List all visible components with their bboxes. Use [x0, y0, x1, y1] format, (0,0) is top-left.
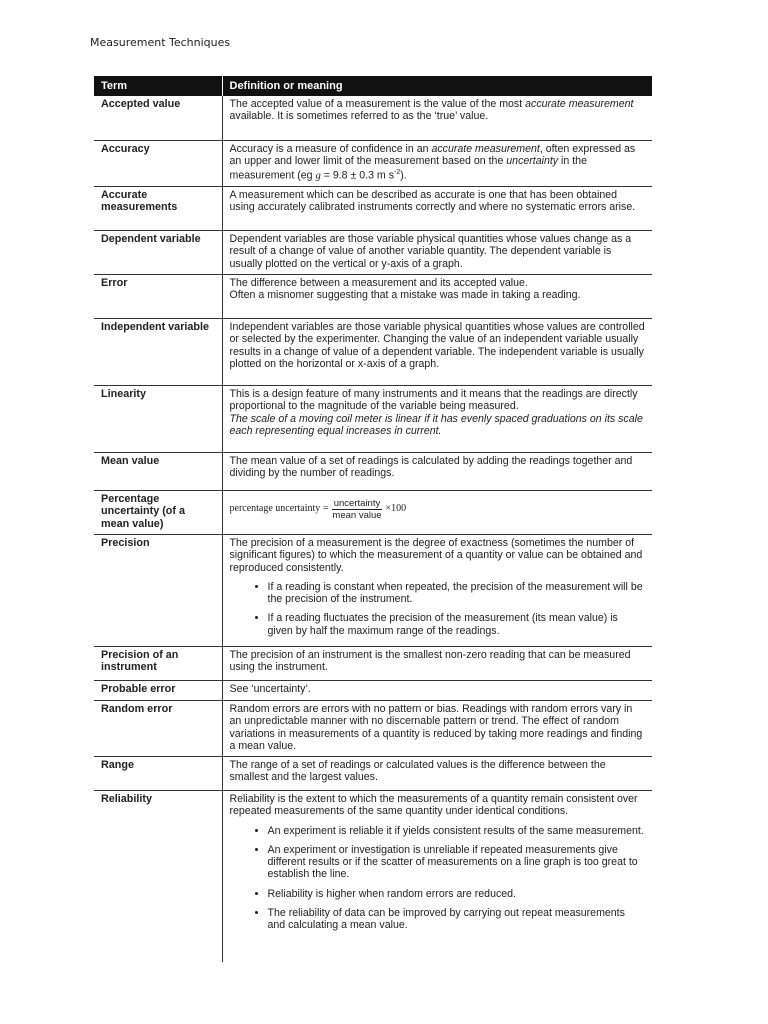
- definition-text: Independent variables are those variable physical quantities whose values are controlled or selected by the experimenter. Changing the value of an independent variable usually results in a change of value of a dependent variable. The independent variable is usually plotted on the horizontal or x-axis of a graph.: [229, 320, 645, 370]
- table-header: [94, 76, 652, 96]
- term-cell: Accurate measurements: [94, 186, 222, 230]
- table-row: [94, 680, 652, 700]
- definition-cell: [222, 385, 652, 452]
- term-cell: Mean value: [94, 452, 222, 490]
- definition-example-text: The scale of a moving coil meter is linear if it has evenly spaced graduations on its scale each representing equal increases in current.: [229, 412, 643, 437]
- definition-cell: [222, 140, 652, 186]
- table-row: [94, 186, 652, 230]
- definition-text: Reliability is the extent to which the measurements of a quantity remain consistent over repeated measurements of the same quantity under identical conditions.: [229, 792, 638, 818]
- table-row: [94, 140, 652, 186]
- definition-cell: [222, 680, 652, 700]
- formula-fraction: [330, 498, 383, 521]
- formula-denominator: mean value: [332, 509, 382, 521]
- table-row: [94, 490, 652, 534]
- term-cell: Probable error: [94, 680, 222, 700]
- term-cell: Precision: [94, 534, 222, 646]
- definition-cell: [222, 534, 652, 646]
- table-row: [94, 385, 652, 452]
- definition-cell: [222, 700, 652, 756]
- percentage-uncertainty-formula: [230, 493, 646, 525]
- definition-text: The accepted value of a measurement is the value of the most accurate measurement available. It is sometimes referred to as the ‘true’ value.: [229, 98, 634, 123]
- definition-text: See ‘uncertainty’.: [229, 682, 311, 695]
- definition-text: The range of a set of readings or calculated values is the difference between the smallest and the largest values.: [229, 758, 606, 784]
- definition-cell: [222, 186, 652, 230]
- definition-cell: [222, 230, 652, 274]
- bullet-list: [230, 581, 646, 637]
- definition-cell: [222, 96, 652, 140]
- definition-cell: [222, 490, 652, 534]
- term-cell: Independent variable: [94, 318, 222, 385]
- page-header-title: Measurement Techniques: [90, 36, 231, 49]
- table-row: [94, 790, 652, 962]
- term-cell: Precision of an instrument: [94, 646, 222, 680]
- definition-text: Accuracy is a measure of confidence in an accurate measurement, often expressed as an upper and lower limit of the measurement based on the uncertainty in the measurement (eg g = 9.8 ± 0.3 m $s^{-2}$).: [229, 142, 636, 182]
- glossary-table: [94, 76, 652, 962]
- definition-cell: [222, 790, 652, 962]
- definition-text: The difference between a measurement and its accepted value.: [229, 276, 528, 289]
- table-row: [94, 318, 652, 385]
- table-row: [94, 230, 652, 274]
- term-cell: Linearity: [94, 385, 222, 452]
- term-cell: Accuracy: [94, 140, 222, 186]
- table-row: [94, 534, 652, 646]
- definition-text: The precision of an instrument is the smallest non-zero reading that can be measured using the instrument.: [229, 648, 631, 674]
- term-cell: Error: [94, 274, 222, 318]
- term-cell: Reliability: [101, 792, 153, 805]
- term-cell: Percentage uncertainty (of a mean value): [94, 490, 222, 534]
- term-cell: Random error: [94, 700, 222, 756]
- formula-numerator: uncertainty: [333, 497, 381, 509]
- formula-lhs: percentage uncertainty =: [229, 503, 329, 515]
- term-cell: Accepted value: [94, 96, 222, 140]
- table-row: [94, 274, 652, 318]
- definition-cell: [222, 756, 652, 790]
- term-cell: Dependent variable: [94, 230, 222, 274]
- definition-text: This is a design feature of many instruments and it means that the readings are directly proportional to the magnitude of the variable being measured.: [229, 387, 638, 413]
- formula-rhs: ×100: [385, 503, 407, 515]
- list-item: • The reliability of data can be improved by carrying out repeat measurements and calculating a mean value.: [268, 907, 646, 932]
- list-item: • Reliability is higher when random errors are reduced.: [268, 888, 646, 900]
- definition-cell: [222, 274, 652, 318]
- definition-text: The precision of a measurement is the degree of exactness (sometimes the number of significant figures) to which the measurement of a quantity or value can be obtained and reproduced consistently.: [229, 536, 643, 574]
- column-header-term: Term: [94, 76, 222, 96]
- definition-cell: [222, 646, 652, 680]
- table-row: [94, 96, 652, 140]
- table-row: [94, 756, 652, 790]
- table-row: [94, 452, 652, 490]
- definition-text: The mean value of a set of readings is calculated by adding the readings together and dividing by the number of readings.: [229, 454, 633, 480]
- bullet-list: [230, 825, 646, 932]
- definition-cell: [222, 318, 652, 385]
- definition-text: Dependent variables are those variable physical quantities whose values change as a result of a change of value of another variable quantity. The dependent variable is usually plotted on the vertical or y-axis of a graph.: [229, 232, 632, 270]
- list-item: • An experiment or investigation is unreliable if repeated measurements give different results or if the scatter of measurements on a line graph is too great to establish the line.: [268, 844, 646, 881]
- column-header-definition: Definition or meaning: [222, 76, 652, 96]
- list-item: • An experiment is reliable it if yields consistent results of the same measurement.: [268, 825, 646, 837]
- definition-text: A measurement which can be described as accurate is one that has been obtained using accurately calibrated instruments correctly and where no systematic errors arise.: [229, 188, 636, 214]
- list-item: • If a reading is constant when repeated, the precision of the measurement will be the precision of the instrument.: [268, 581, 646, 606]
- definition-text: Often a misnomer suggesting that a mistake was made in taking a reading.: [229, 289, 581, 302]
- table-row: [94, 700, 652, 756]
- definition-text: Random errors are errors with no pattern or bias. Readings with random errors vary in an unpredictable manner with no discernable pattern or trend. The effect of random variations in measurements of a quantity is reduced by taking more readings and finding a mean value.: [229, 702, 643, 752]
- term-cell: Range: [94, 756, 222, 790]
- list-item: • If a reading fluctuates the precision of the measurement (its mean value) is given by half the maximum range of the readings.: [268, 612, 646, 637]
- definition-cell: [222, 452, 652, 490]
- table-row: [94, 646, 652, 680]
